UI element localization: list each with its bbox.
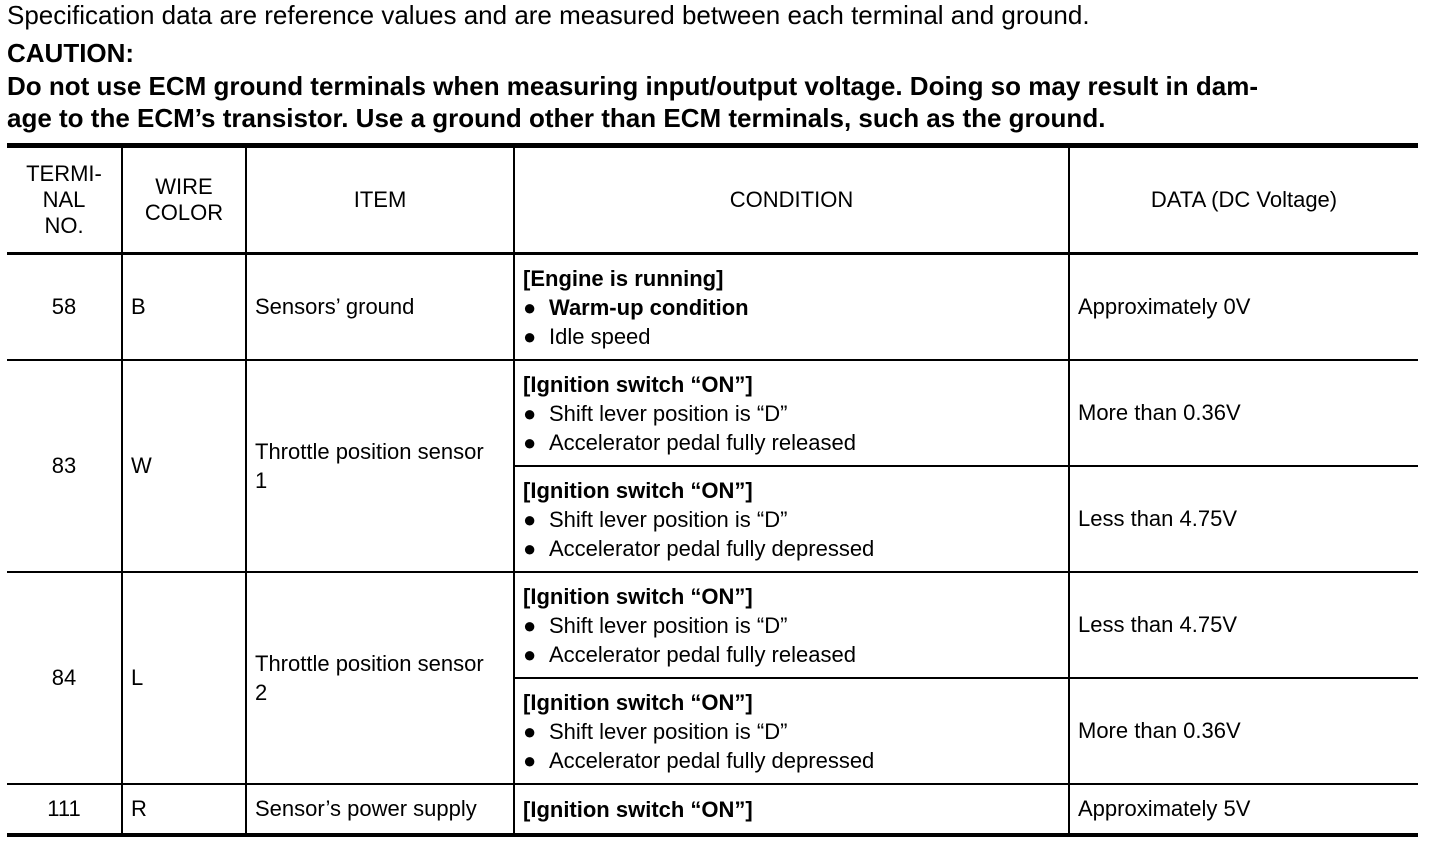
terminal-spec-table [7,143,1418,837]
caution-title: CAUTION: [7,38,135,68]
wire-color-cell: W [122,360,246,572]
item-cell: Sensor’s power supply [246,784,514,835]
header-terminal-no: TERMI- NAL NO. [7,146,122,254]
header-wire-color: WIRE COLOR [122,146,246,254]
data-cell: Approximately 5V [1069,784,1418,835]
bullet-icon: ● [523,535,537,561]
header-item: ITEM [246,146,514,254]
header-data: DATA (DC Voltage) [1069,146,1418,254]
condition-cell [514,360,1069,466]
wire-color-cell: B [122,254,246,361]
bullet-icon: ● [523,429,537,455]
condition-bullet: ● Accelerator pedal fully depressed [523,747,875,773]
table-header-row [7,146,1418,254]
data-cell: Less than 4.75V [1069,572,1418,678]
condition-heading: [Ignition switch “ON”] [523,583,753,609]
intro-text: Specification data are reference values and are measured between each terminal and ground. [7,0,1090,30]
bullet-icon: ● [523,400,537,426]
condition-heading: [Ignition switch “ON”] [523,689,753,715]
data-cell: Less than 4.75V [1069,466,1418,572]
bullet-icon: ● [523,641,537,667]
condition-bullet: ● Shift lever position is “D” [523,718,788,744]
condition-heading: [Ignition switch “ON”] [523,477,753,503]
caution-text-line-1: Do not use ECM ground terminals when measuring input/output voltage. Doing so may result in dam- [7,71,1258,101]
bullet-icon: ● [523,612,537,638]
caution-text-line-2: age to the ECM’s transistor. Use a ground other than ECM terminals, such as the ground. [7,103,1106,133]
bullet-icon: ● [523,506,537,532]
condition-bullet: ● Accelerator pedal fully released [523,429,856,455]
data-cell: Approximately 0V [1069,254,1418,361]
data-cell: More than 0.36V [1069,678,1418,784]
condition-heading: [Engine is running] [523,265,724,291]
condition-heading: [Ignition switch “ON”] [523,371,753,397]
condition-heading: [Ignition switch “ON”] [523,796,753,822]
terminal-no-cell: 58 [7,254,122,361]
table-row [7,360,1418,466]
bullet-icon: ● [523,294,537,320]
condition-cell [514,466,1069,572]
bullet-icon: ● [523,718,537,744]
condition-bullet: ● Shift lever position is “D” [523,506,788,532]
terminal-no-cell: 84 [7,572,122,784]
condition-cell [514,678,1069,784]
table-row [7,572,1418,678]
table-row [7,784,1418,835]
wire-color-cell: R [122,784,246,835]
terminal-no-cell: 83 [7,360,122,572]
condition-bullet: ● Shift lever position is “D” [523,612,788,638]
wire-color-cell: L [122,572,246,784]
condition-bullet: ● Idle speed [523,323,651,349]
item-cell: Throttle position sensor 2 [246,572,514,784]
condition-bullet: ● Accelerator pedal fully depressed [523,535,875,561]
condition-cell [514,572,1069,678]
table-row [7,254,1418,361]
data-cell: More than 0.36V [1069,360,1418,466]
condition-bullet: ● Shift lever position is “D” [523,400,788,426]
bullet-icon: ● [523,323,537,349]
condition-cell [514,784,1069,835]
bullet-icon: ● [523,747,537,773]
condition-cell [514,254,1069,361]
condition-bullet: ● Accelerator pedal fully released [523,641,856,667]
condition-bullet: ● Warm-up condition [523,294,749,320]
item-cell: Throttle position sensor 1 [246,360,514,572]
terminal-no-cell: 111 [7,784,122,835]
item-cell: Sensors’ ground [246,254,514,361]
header-condition: CONDITION [514,146,1069,254]
